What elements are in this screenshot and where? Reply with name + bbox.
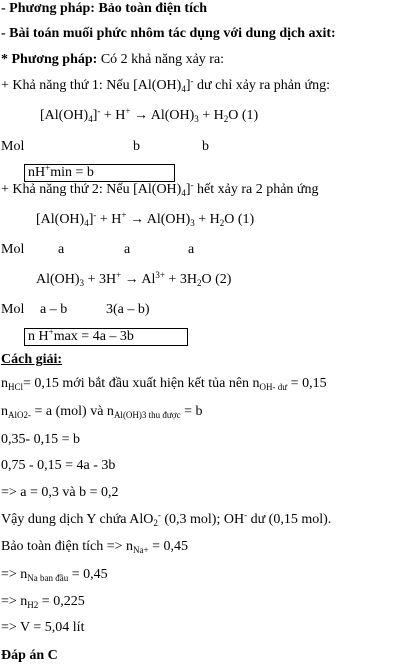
step-3: 0,35- 0,15 = b (1, 432, 81, 447)
step-2: $n_{AlO2-} = a$ (mol) và $n_{Al(OH)3 thu được} = b$ (1, 404, 203, 420)
mol-row-3: Mol (1, 302, 25, 317)
mol-row-1-b1: b (133, 139, 140, 154)
method-line (1, 51, 224, 69)
step-6: Vậy dung dịch Y chứa AlO$_2$- (0,3 mol); OH- dư (0,15 mol). (1, 510, 332, 528)
method-text: Có 2 khả năng xảy ra: (97, 52, 225, 67)
mol-row-1: Mol (1, 139, 25, 154)
case1-line: + Khả năng thứ 1: Nếu $[Al(OH)_4]^-$ dư chỉ xảy ra phản ứng: (1, 76, 330, 94)
reaction-1: $[Al(OH)_4]^- + H^+ \to Al(OH)_3 + H_2O$ (1) (40, 106, 259, 124)
method-heading: - Phương pháp: Bảo toàn điện tích (1, 1, 207, 16)
step-4: 0,75 - 0,15 = 4a - 3b (1, 458, 116, 473)
mol-row-1-b2: b (202, 139, 209, 154)
mol-row-3-v2: 3(a – b) (106, 302, 150, 317)
nh-max-box: n H+max = 4a – 3b (24, 328, 188, 346)
step-1: $n_{HCl}= 0,15$ mới bắt đầu xuất hiện kết tủa nên $n_{OH- dư} = 0,15$ (1, 376, 327, 392)
problem-heading: - Bài toán muối phức nhôm tác dụng với dung dịch axit: (1, 26, 336, 41)
reaction-2: $[Al(OH)_4]^- + H^+ \to Al(OH)_3 + H_2O$ (1) (36, 210, 255, 228)
mol-row-3-v1: a – b (40, 302, 68, 317)
step-7: Bảo toàn điện tích => $n_{Na+} = 0,45$ (1, 539, 189, 555)
step-5: => a = 0,3 và b = 0,2 (1, 485, 119, 500)
answer: Đáp án C (1, 648, 58, 663)
case2-line: + Khả năng thứ 2: Nếu $[Al(OH)_4]^-$ hết xảy ra 2 phản ứng (1, 180, 319, 198)
method-label: * Phương pháp: (1, 52, 98, 67)
mol-row-2-a3: a (188, 242, 195, 257)
step-10: => V = 5,04 lít (1, 620, 85, 635)
mol-row-2-a1: a (58, 242, 65, 257)
solution-heading: Cách giải: (1, 352, 63, 367)
nh-min-box: nH+min = b (24, 164, 175, 182)
mol-row-2-a2: a (124, 242, 131, 257)
mol-row-2: Mol (1, 242, 25, 257)
step-9: => $n_{H2} = 0,225$ (1, 594, 85, 610)
step-8: => $n_{Na ban đầu} = 0,45$ (1, 567, 108, 583)
reaction-3: $Al(OH)_3 + 3H^+ \to Al^{3+} + 3H_2O$ (2) (36, 270, 232, 288)
